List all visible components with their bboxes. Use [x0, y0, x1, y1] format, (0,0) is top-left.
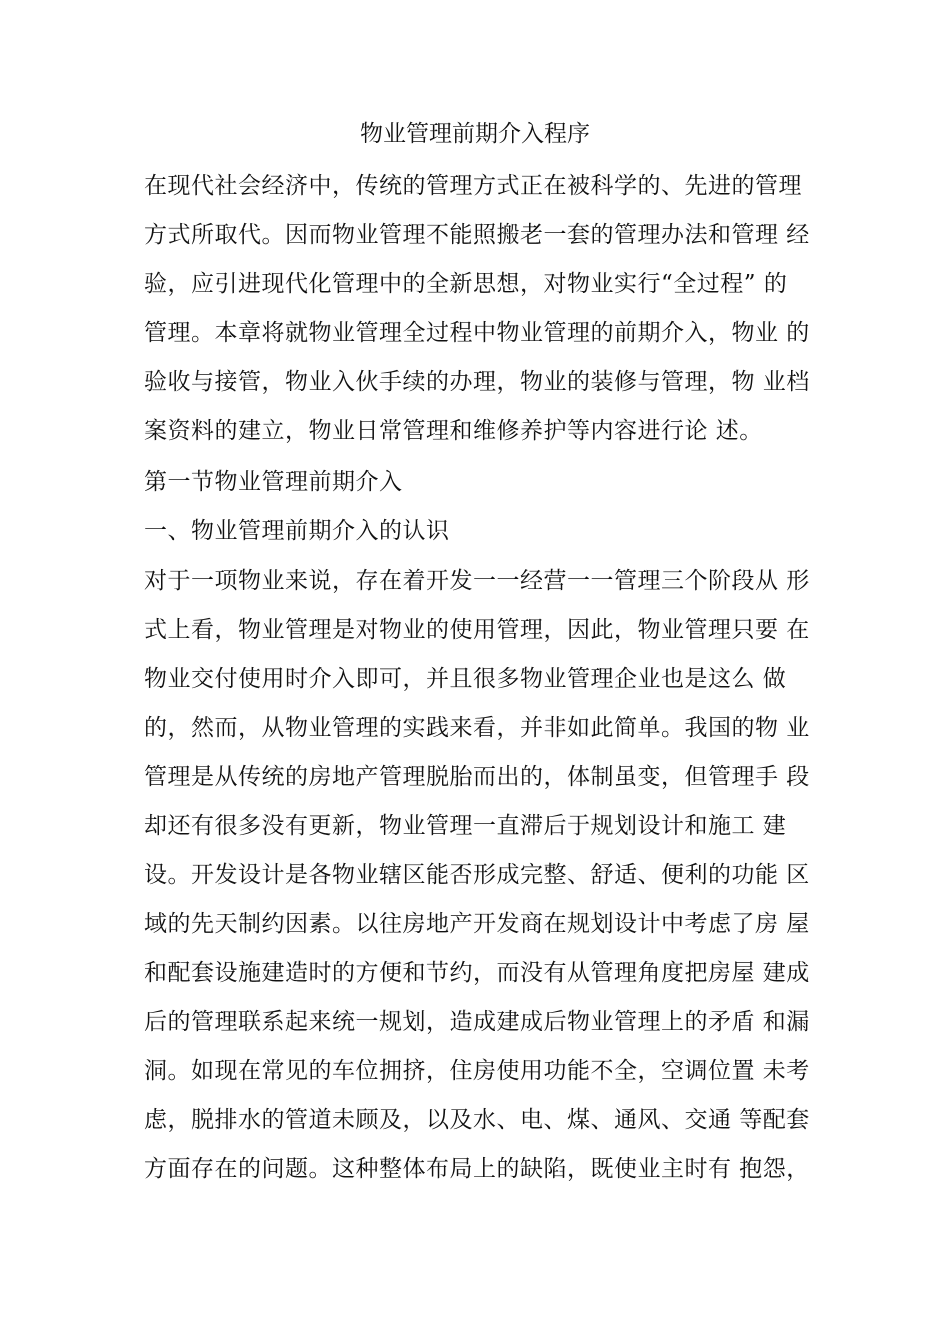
body-line-5: 管理是从传统的房地产管理脱胎而出的，体制虽变，但管理手 段: [144, 764, 810, 790]
body-line-4: 的，然而，从物业管理的实践来看，并非如此简单。我国的物 业: [144, 715, 810, 741]
subsection-heading: 一、物业管理前期介入的认识: [144, 518, 450, 544]
body-line-8: 域的先天制约因素。以往房地产开发商在规划设计中考虑了房 屋: [144, 911, 810, 937]
body-line-7: 设。开发设计是各物业辖区能否形成完整、舒适、便利的功能 区: [144, 862, 810, 888]
body-line-12: 虑，脱排水的管道未顾及，以及水、电、煤、通风、交通 等配套: [144, 1107, 810, 1133]
body-line-10: 后的管理联系起来统一规划，造成建成后物业管理上的矛盾 和漏: [144, 1009, 810, 1035]
body-line-9: 和配套设施建造时的方便和节约，而没有从管理角度把房屋 建成: [144, 960, 810, 986]
section-heading: 第一节物业管理前期介入: [144, 469, 403, 495]
intro-line-4: 管理。本章将就物业管理全过程中物业管理的前期介入，物业 的: [144, 320, 810, 346]
body-line-2: 式上看，物业管理是对物业的使用管理，因此，物业管理只要 在: [144, 617, 810, 643]
intro-line-3: 验，应引进现代化管理中的全新思想，对物业实行“全过程” 的: [144, 271, 788, 297]
body-line-13: 方面存在的问题。这种整体布局上的缺陷，既使业主时有 抱怨，: [144, 1156, 810, 1182]
intro-line-6: 案资料的建立，物业日常管理和维修养护等内容进行论 述。: [144, 418, 763, 444]
intro-line-1: 在现代社会经济中，传统的管理方式正在被科学的、先进的管理: [144, 173, 802, 199]
intro-line-5: 验收与接管，物业入伙手续的办理，物业的装修与管理，物 业档: [144, 369, 810, 395]
body-line-3: 物业交付使用时介入即可，并且很多物业管理企业也是这么 做: [144, 666, 787, 692]
body-line-6: 却还有很多没有更新，物业管理一直滞后于规划设计和施工 建: [144, 813, 787, 839]
intro-line-2: 方式所取代。因而物业管理不能照搬老一套的管理办法和管理 经: [144, 222, 810, 248]
document-title: 物业管理前期介入程序: [360, 121, 590, 147]
body-line-1: 对于一项物业来说，存在着开发一一经营一一管理三个阶段从 形: [144, 568, 810, 594]
body-line-11: 洞。如现在常见的车位拥挤，住房使用功能不全，空调位置 未考: [144, 1058, 810, 1084]
